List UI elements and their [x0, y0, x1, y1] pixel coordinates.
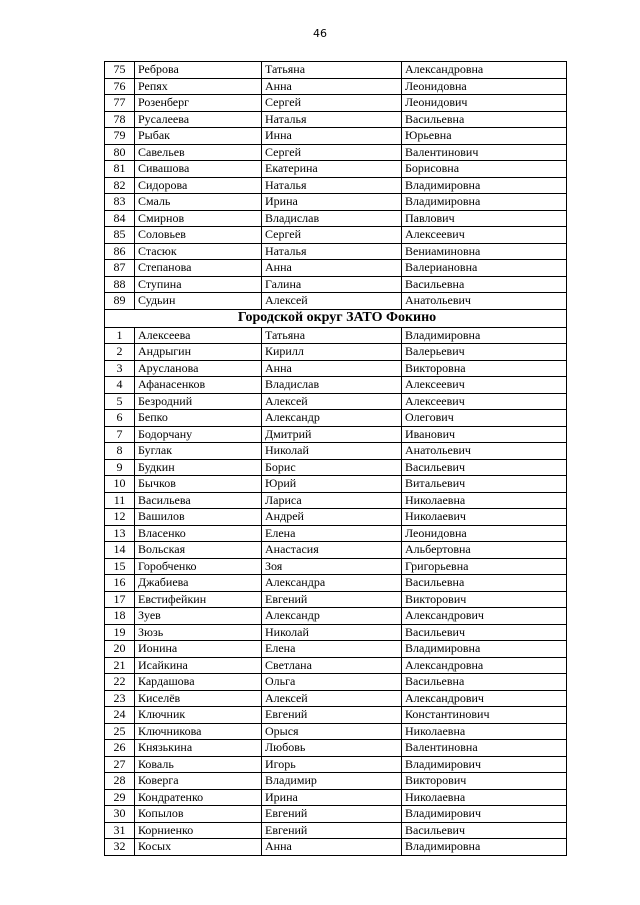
patronymic-cell: Васильевна — [402, 575, 567, 592]
first-name-cell: Татьяна — [262, 62, 402, 79]
patronymic-cell: Владимировна — [402, 641, 567, 658]
patronymic-cell: Константинович — [402, 707, 567, 724]
table-row — [105, 822, 567, 839]
patronymic-cell: Иванович — [402, 426, 567, 443]
first-name-cell: Андрей — [262, 509, 402, 526]
patronymic-cell: Валентинович — [402, 144, 567, 161]
row-number-cell: 32 — [105, 839, 135, 856]
patronymic-cell: Александрович — [402, 608, 567, 625]
last-name-cell: Розенберг — [135, 95, 262, 112]
patronymic-cell: Борисовна — [402, 161, 567, 178]
row-number-cell: 23 — [105, 690, 135, 707]
row-number-cell: 27 — [105, 756, 135, 773]
row-number-cell: 9 — [105, 459, 135, 476]
first-name-cell: Евгений — [262, 822, 402, 839]
first-name-cell: Евгений — [262, 806, 402, 823]
first-name-cell: Анна — [262, 78, 402, 95]
patronymic-cell: Леонидовна — [402, 78, 567, 95]
patronymic-cell: Павлович — [402, 210, 567, 227]
first-name-cell: Александр — [262, 410, 402, 427]
patronymic-cell: Альбертовна — [402, 542, 567, 559]
last-name-cell: Зуев — [135, 608, 262, 625]
last-name-cell: Бодорчану — [135, 426, 262, 443]
table-row — [105, 558, 567, 575]
first-name-cell: Светлана — [262, 657, 402, 674]
patronymic-cell: Валерьевич — [402, 344, 567, 361]
first-name-cell: Александра — [262, 575, 402, 592]
last-name-cell: Корниенко — [135, 822, 262, 839]
patronymic-cell: Васильевна — [402, 111, 567, 128]
patronymic-cell: Владимировна — [402, 194, 567, 211]
patronymic-cell: Валентиновна — [402, 740, 567, 757]
row-number-cell: 14 — [105, 542, 135, 559]
table-row — [105, 525, 567, 542]
last-name-cell: Коваль — [135, 756, 262, 773]
row-number-cell: 22 — [105, 674, 135, 691]
table-row — [105, 443, 567, 460]
patronymic-cell: Леонидовна — [402, 525, 567, 542]
first-name-cell: Екатерина — [262, 161, 402, 178]
table-row — [105, 144, 567, 161]
first-name-cell: Алексей — [262, 393, 402, 410]
last-name-cell: Реброва — [135, 62, 262, 79]
first-name-cell: Алексей — [262, 690, 402, 707]
patronymic-cell: Анатольевич — [402, 443, 567, 460]
table-row — [105, 227, 567, 244]
first-name-cell: Орыся — [262, 723, 402, 740]
last-name-cell: Бычков — [135, 476, 262, 493]
row-number-cell: 87 — [105, 260, 135, 277]
table-row — [105, 591, 567, 608]
table-body-before — [105, 62, 567, 310]
first-name-cell: Александр — [262, 608, 402, 625]
last-name-cell: Горобченко — [135, 558, 262, 575]
first-name-cell: Зоя — [262, 558, 402, 575]
row-number-cell: 76 — [105, 78, 135, 95]
patronymic-cell: Алексеевич — [402, 393, 567, 410]
last-name-cell: Вашилов — [135, 509, 262, 526]
table-row — [105, 360, 567, 377]
patronymic-cell: Валериановна — [402, 260, 567, 277]
first-name-cell: Наталья — [262, 177, 402, 194]
table-row — [105, 773, 567, 790]
first-name-cell: Анастасия — [262, 542, 402, 559]
last-name-cell: Репях — [135, 78, 262, 95]
first-name-cell: Евгений — [262, 707, 402, 724]
last-name-cell: Киселёв — [135, 690, 262, 707]
last-name-cell: Безродний — [135, 393, 262, 410]
table-row — [105, 111, 567, 128]
last-name-cell: Коверга — [135, 773, 262, 790]
first-name-cell: Лариса — [262, 492, 402, 509]
last-name-cell: Евстифейкин — [135, 591, 262, 608]
row-number-cell: 13 — [105, 525, 135, 542]
row-number-cell: 6 — [105, 410, 135, 427]
first-name-cell: Любовь — [262, 740, 402, 757]
first-name-cell: Анна — [262, 260, 402, 277]
row-number-cell: 8 — [105, 443, 135, 460]
table-row — [105, 707, 567, 724]
first-name-cell: Игорь — [262, 756, 402, 773]
last-name-cell: Васильева — [135, 492, 262, 509]
last-name-cell: Савельев — [135, 144, 262, 161]
last-name-cell: Бепко — [135, 410, 262, 427]
last-name-cell: Смаль — [135, 194, 262, 211]
last-name-cell: Ключник — [135, 707, 262, 724]
first-name-cell: Владислав — [262, 210, 402, 227]
row-number-cell: 83 — [105, 194, 135, 211]
last-name-cell: Ступина — [135, 276, 262, 293]
first-name-cell: Ирина — [262, 789, 402, 806]
table-row — [105, 756, 567, 773]
row-number-cell: 78 — [105, 111, 135, 128]
first-name-cell: Наталья — [262, 111, 402, 128]
table-row — [105, 95, 567, 112]
last-name-cell: Вольская — [135, 542, 262, 559]
last-name-cell: Русалеева — [135, 111, 262, 128]
row-number-cell: 30 — [105, 806, 135, 823]
first-name-cell: Наталья — [262, 243, 402, 260]
last-name-cell: Будкин — [135, 459, 262, 476]
row-number-cell: 85 — [105, 227, 135, 244]
row-number-cell: 31 — [105, 822, 135, 839]
last-name-cell: Князькина — [135, 740, 262, 757]
table-row — [105, 789, 567, 806]
table-row — [105, 690, 567, 707]
patronymic-cell: Александровна — [402, 657, 567, 674]
patronymic-cell: Николаевич — [402, 509, 567, 526]
patronymic-cell: Владимировна — [402, 177, 567, 194]
table-row — [105, 674, 567, 691]
row-number-cell: 86 — [105, 243, 135, 260]
patronymic-cell: Витальевич — [402, 476, 567, 493]
table-row — [105, 194, 567, 211]
section-title: Городской округ ЗАТО Фокино — [105, 309, 567, 327]
patronymic-cell: Леонидович — [402, 95, 567, 112]
first-name-cell: Елена — [262, 525, 402, 542]
last-name-cell: Власенко — [135, 525, 262, 542]
patronymic-cell: Васильевна — [402, 276, 567, 293]
table-row — [105, 740, 567, 757]
last-name-cell: Исайкина — [135, 657, 262, 674]
last-name-cell: Кондратенко — [135, 789, 262, 806]
table-row — [105, 657, 567, 674]
patronymic-cell: Николаевна — [402, 492, 567, 509]
patronymic-cell: Васильевна — [402, 674, 567, 691]
first-name-cell: Галина — [262, 276, 402, 293]
patronymic-cell: Николаевна — [402, 723, 567, 740]
row-number-cell: 77 — [105, 95, 135, 112]
table-row — [105, 128, 567, 145]
row-number-cell: 82 — [105, 177, 135, 194]
first-name-cell: Николай — [262, 443, 402, 460]
names-table — [104, 61, 567, 856]
first-name-cell: Владислав — [262, 377, 402, 394]
table-row — [105, 624, 567, 641]
row-number-cell: 21 — [105, 657, 135, 674]
last-name-cell: Стасюк — [135, 243, 262, 260]
patronymic-cell: Васильевич — [402, 822, 567, 839]
row-number-cell: 7 — [105, 426, 135, 443]
first-name-cell: Алексей — [262, 293, 402, 310]
first-name-cell: Евгений — [262, 591, 402, 608]
first-name-cell: Елена — [262, 641, 402, 658]
table-row — [105, 78, 567, 95]
row-number-cell: 5 — [105, 393, 135, 410]
patronymic-cell: Николаевна — [402, 789, 567, 806]
first-name-cell: Анна — [262, 360, 402, 377]
table-row — [105, 393, 567, 410]
patronymic-cell: Юрьевна — [402, 128, 567, 145]
table-row — [105, 243, 567, 260]
patronymic-cell: Владимировна — [402, 327, 567, 344]
row-number-cell: 2 — [105, 344, 135, 361]
last-name-cell: Ключникова — [135, 723, 262, 740]
row-number-cell: 19 — [105, 624, 135, 641]
row-number-cell: 3 — [105, 360, 135, 377]
first-name-cell: Дмитрий — [262, 426, 402, 443]
last-name-cell: Копылов — [135, 806, 262, 823]
last-name-cell: Алексеева — [135, 327, 262, 344]
table-row — [105, 276, 567, 293]
row-number-cell: 11 — [105, 492, 135, 509]
patronymic-cell: Григорьевна — [402, 558, 567, 575]
last-name-cell: Ионина — [135, 641, 262, 658]
row-number-cell: 88 — [105, 276, 135, 293]
first-name-cell: Кирилл — [262, 344, 402, 361]
last-name-cell: Судьин — [135, 293, 262, 310]
table-row — [105, 161, 567, 178]
table-row — [105, 177, 567, 194]
first-name-cell: Борис — [262, 459, 402, 476]
last-name-cell: Буглак — [135, 443, 262, 460]
table-row — [105, 426, 567, 443]
patronymic-cell: Васильевич — [402, 624, 567, 641]
row-number-cell: 75 — [105, 62, 135, 79]
last-name-cell: Смирнов — [135, 210, 262, 227]
first-name-cell: Николай — [262, 624, 402, 641]
row-number-cell: 12 — [105, 509, 135, 526]
patronymic-cell: Викторович — [402, 591, 567, 608]
first-name-cell: Ирина — [262, 194, 402, 211]
first-name-cell: Сергей — [262, 144, 402, 161]
table-row — [105, 62, 567, 79]
table-body-after — [105, 327, 567, 855]
table-row — [105, 344, 567, 361]
table-row — [105, 492, 567, 509]
patronymic-cell: Олегович — [402, 410, 567, 427]
patronymic-cell: Васильевич — [402, 459, 567, 476]
last-name-cell: Кардашова — [135, 674, 262, 691]
row-number-cell: 24 — [105, 707, 135, 724]
table-row — [105, 210, 567, 227]
first-name-cell: Инна — [262, 128, 402, 145]
last-name-cell: Зюзь — [135, 624, 262, 641]
page-number: 46 — [313, 27, 327, 40]
patronymic-cell: Алексеевич — [402, 377, 567, 394]
table-row — [105, 839, 567, 856]
table-row — [105, 476, 567, 493]
row-number-cell: 80 — [105, 144, 135, 161]
last-name-cell: Косых — [135, 839, 262, 856]
table-row — [105, 293, 567, 310]
row-number-cell: 10 — [105, 476, 135, 493]
last-name-cell: Андрыгин — [135, 344, 262, 361]
section-header-row — [105, 309, 567, 327]
last-name-cell: Сивашова — [135, 161, 262, 178]
first-name-cell: Юрий — [262, 476, 402, 493]
row-number-cell: 20 — [105, 641, 135, 658]
row-number-cell: 18 — [105, 608, 135, 625]
patronymic-cell: Владимирович — [402, 756, 567, 773]
last-name-cell: Джабиева — [135, 575, 262, 592]
row-number-cell: 26 — [105, 740, 135, 757]
table-row — [105, 641, 567, 658]
last-name-cell: Афанасенков — [135, 377, 262, 394]
section-header-body — [105, 309, 567, 327]
row-number-cell: 84 — [105, 210, 135, 227]
last-name-cell: Соловьев — [135, 227, 262, 244]
table-row — [105, 327, 567, 344]
table-row — [105, 806, 567, 823]
last-name-cell: Арусланова — [135, 360, 262, 377]
first-name-cell: Анна — [262, 839, 402, 856]
row-number-cell: 16 — [105, 575, 135, 592]
table-row — [105, 410, 567, 427]
patronymic-cell: Вениаминовна — [402, 243, 567, 260]
row-number-cell: 15 — [105, 558, 135, 575]
table-row — [105, 260, 567, 277]
last-name-cell: Степанова — [135, 260, 262, 277]
first-name-cell: Ольга — [262, 674, 402, 691]
row-number-cell: 28 — [105, 773, 135, 790]
patronymic-cell: Александровна — [402, 62, 567, 79]
patronymic-cell: Викторович — [402, 773, 567, 790]
table-row — [105, 723, 567, 740]
table-row — [105, 542, 567, 559]
table-row — [105, 608, 567, 625]
row-number-cell: 1 — [105, 327, 135, 344]
patronymic-cell: Александрович — [402, 690, 567, 707]
last-name-cell: Рыбак — [135, 128, 262, 145]
table-row — [105, 509, 567, 526]
first-name-cell: Сергей — [262, 95, 402, 112]
first-name-cell: Сергей — [262, 227, 402, 244]
table-row — [105, 377, 567, 394]
row-number-cell: 89 — [105, 293, 135, 310]
last-name-cell: Сидорова — [135, 177, 262, 194]
patronymic-cell: Владимирович — [402, 806, 567, 823]
first-name-cell: Владимир — [262, 773, 402, 790]
row-number-cell: 25 — [105, 723, 135, 740]
table-row — [105, 575, 567, 592]
row-number-cell: 81 — [105, 161, 135, 178]
row-number-cell: 29 — [105, 789, 135, 806]
first-name-cell: Татьяна — [262, 327, 402, 344]
row-number-cell: 79 — [105, 128, 135, 145]
patronymic-cell: Алексеевич — [402, 227, 567, 244]
row-number-cell: 17 — [105, 591, 135, 608]
table-row — [105, 459, 567, 476]
patronymic-cell: Анатольевич — [402, 293, 567, 310]
row-number-cell: 4 — [105, 377, 135, 394]
patronymic-cell: Владимировна — [402, 839, 567, 856]
patronymic-cell: Викторовна — [402, 360, 567, 377]
